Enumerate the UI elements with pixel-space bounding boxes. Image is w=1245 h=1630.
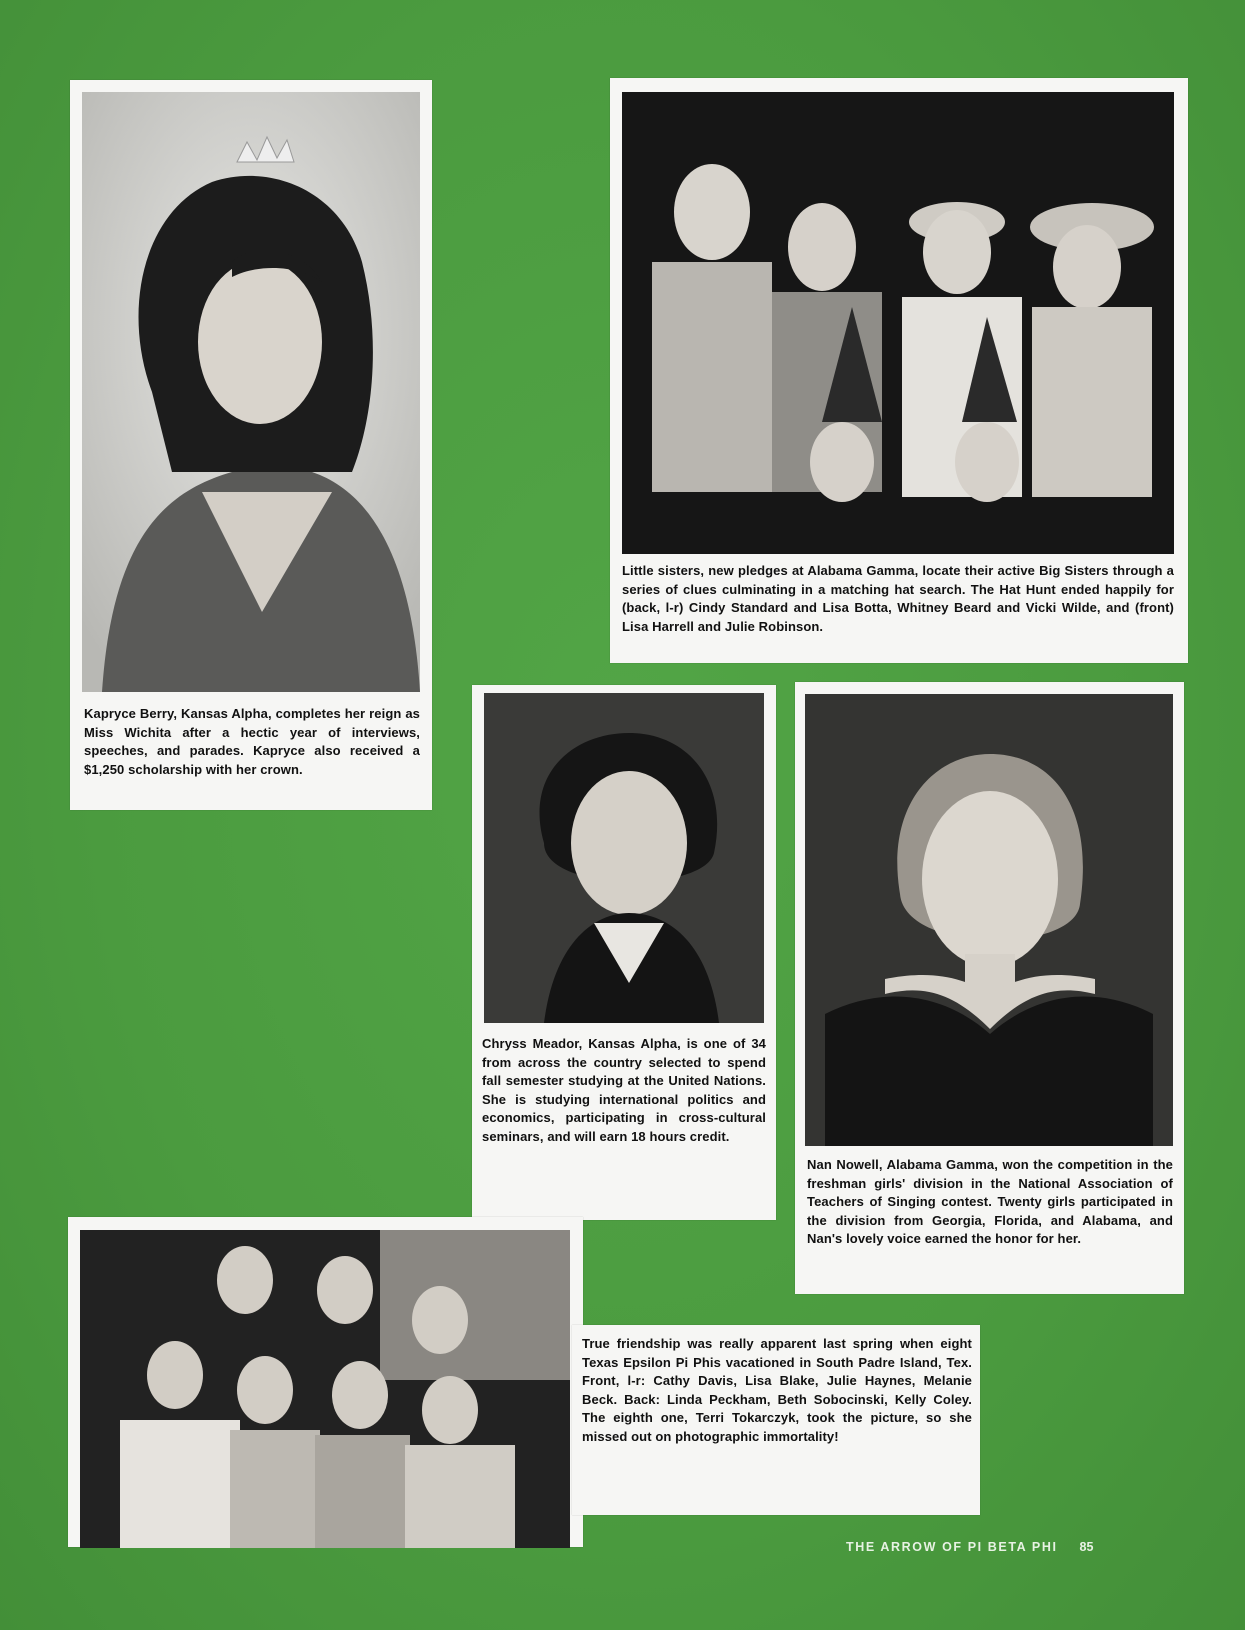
nan-card bbox=[795, 682, 1184, 1294]
hat-hunt-photo bbox=[622, 92, 1174, 554]
page-footer bbox=[846, 1540, 1093, 1554]
chryss-caption: Chryss Meador, Kansas Alpha, is one of 34 from across the country selected to spend fall semester studying at the United Nations. She is studying international politics and economics, participating in cross-cultural seminars, and will earn 18 hours credit. bbox=[482, 1036, 766, 1144]
page-number: 85 bbox=[1079, 1540, 1094, 1554]
kapryce-card bbox=[70, 80, 432, 810]
chryss-card bbox=[472, 685, 776, 1220]
kapryce-photo bbox=[82, 92, 420, 692]
hat-hunt-caption: Little sisters, new pledges at Alabama Gamma, locate their active Big Sisters through a series of clues culminating in a matching hat search. The Hat Hunt ended happily for (back, l-r) Cindy Standard and Lisa Botta, Whitney Beard and Vicki Wilde, and (front) Lisa Harrell and Julie Robinson. bbox=[622, 563, 1174, 634]
publication-title: THE ARROW OF PI BETA PHI bbox=[846, 1540, 1058, 1554]
friendship-photo bbox=[80, 1230, 570, 1548]
nan-caption: Nan Nowell, Alabama Gamma, won the competition in the freshman girls' division in the National Association of Teachers of Singing contest. Twenty girls participated in the division from Georgia, Florida, and Alabama, and Nan's lovely voice earned the honor for her. bbox=[807, 1157, 1173, 1246]
chryss-photo bbox=[484, 693, 764, 1023]
kapryce-caption: Kapryce Berry, Kansas Alpha, completes her reign as Miss Wichita after a hectic year of interviews, speeches, and parades. Kapryce also received a $1,250 scholarship with her crown. bbox=[84, 706, 420, 777]
friendship-caption: True friendship was really apparent last spring when eight Texas Epsilon Pi Phis vacationed in South Padre Island, Tex. Front, l-r: Cathy Davis, Lisa Blake, Julie Haynes, Melanie Beck. Back: Linda Peckham, Beth Sobocinski, Kelly Coley. The eighth one, Terri Tokarczyk, took the picture, so she missed out on photographic immortality! bbox=[582, 1336, 972, 1444]
nan-photo bbox=[805, 694, 1173, 1146]
hat-hunt-card bbox=[610, 78, 1188, 663]
